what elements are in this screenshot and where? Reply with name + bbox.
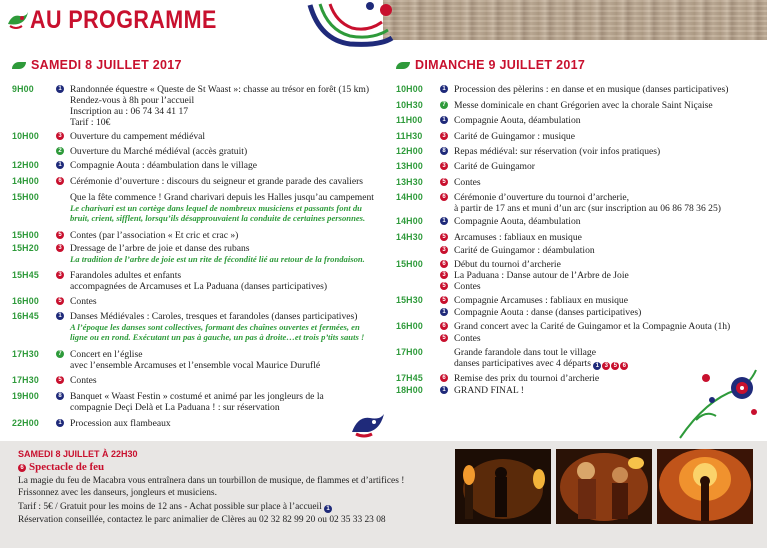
event-time: 12H00 [396, 146, 423, 156]
event-time: 12H00 [12, 160, 39, 170]
event-number-badge: 6 [440, 193, 448, 201]
tarif-number-badge: 1 [324, 505, 332, 513]
event-line: Banquet « Waast Festin » costumé et animé par les jongleurs de la [70, 391, 324, 402]
flower-ornament-icon [676, 360, 766, 440]
event-description [70, 131, 205, 142]
event-number-badge: 1 [440, 116, 448, 124]
fire-photo-1 [455, 449, 551, 524]
event-number-badge: 1 [56, 85, 64, 93]
event-line: Danses Médiévales : Caroles, tresques et farandoles (danses participatives) [70, 311, 358, 322]
event-time: 10H30 [396, 100, 423, 110]
event-number-badge: 5 [56, 297, 64, 305]
event-time: 13H00 [396, 161, 423, 171]
event-line: Contes [70, 296, 97, 307]
event-time: 19H00 [12, 391, 39, 401]
event-time: 15H30 [396, 295, 423, 305]
event-line: La Paduana : Danse autour de l’Arbre de Joie [454, 270, 629, 281]
event-note: La tradition de l’arbre de joie est un rite de fécondité lié au retour de la frondaison. [70, 254, 365, 264]
event-description [454, 192, 721, 214]
event-time: 11H00 [396, 115, 423, 125]
event-time: 9H00 [12, 84, 34, 94]
event-number-badge: 5 [56, 376, 64, 384]
spectacle-title [18, 461, 104, 473]
event-line: Ouverture du campement médiéval [70, 131, 206, 142]
event-number-badge: 7 [56, 350, 64, 358]
event-line: Que la fête commence ! Grand charivari depuis les Halles jusqu’au campement [70, 192, 374, 203]
event-description [70, 243, 365, 264]
event-row [12, 84, 372, 128]
event-number-badge: 1 [440, 308, 448, 316]
event-line: Carité de Guingamor : déambulation [454, 245, 595, 256]
page-title: AU PROGRAMME [30, 6, 217, 34]
event-line: Dressage de l’arbre de joie et danse des rubans [70, 243, 250, 254]
event-description [70, 349, 320, 371]
bird-ornament-icon [6, 10, 30, 32]
event-time: 10H00 [12, 131, 39, 141]
event-row [12, 192, 372, 232]
event-time: 16H00 [12, 296, 39, 306]
spectacle-desc-2: Frissonnez avec les danseurs, jongleurs et musiciens. [18, 488, 217, 498]
event-line: Inscription au : 06 74 34 41 17 [70, 106, 189, 117]
spectacle-desc-1: La magie du feu de Macabra vous entraînera dans un tourbillon de musique, de flammes et d’artifices ! [18, 476, 405, 486]
event-line: Compagnie Aouta : déambulation dans le village [70, 160, 258, 171]
fire-photo-3 [657, 449, 753, 524]
event-description [70, 296, 97, 307]
event-description [70, 176, 363, 187]
event-description [70, 391, 324, 413]
event-line: Grande farandole dans tout le village [454, 347, 596, 358]
event-description [70, 192, 374, 223]
event-note: bruit, crient, sifflent, lorsqu’ils désapprouvaient la conduite de certaines personnes. [70, 213, 366, 223]
wood-banner [383, 0, 767, 40]
event-line: Compagnie Aouta, déambulation [454, 216, 581, 227]
event-number-badge: 3 [440, 132, 448, 140]
leaf-icon [12, 62, 26, 69]
event-time: 14H00 [12, 176, 39, 186]
event-number-badge: 1 [56, 161, 64, 169]
spectacle-title-label: Spectacle de feu [29, 461, 105, 473]
event-time: 15H00 [12, 230, 39, 240]
event-time: 16H45 [12, 311, 39, 321]
event-description [454, 321, 730, 332]
event-number-badge: 5 [440, 282, 448, 290]
event-time: 15H45 [12, 270, 39, 280]
swirl-ornament-icon [300, 0, 395, 48]
event-description [454, 146, 660, 157]
event-description [454, 295, 628, 306]
event-line: Remise des prix du tournoi d’archerie [454, 373, 600, 384]
event-time: 13H30 [396, 177, 423, 187]
event-time: 14H30 [396, 232, 423, 242]
event-line: Cérémonie d’ouverture : discours du seigneur et grande parade des cavaliers [70, 176, 364, 187]
event-number-badge: 3 [440, 162, 448, 170]
event-description [454, 177, 481, 188]
event-description [454, 385, 524, 396]
event-time: 11H30 [396, 131, 423, 141]
event-line: Farandoles adultes et enfants [70, 270, 182, 281]
event-line: Début du tournoi d’archerie [454, 259, 561, 270]
event-line: à partir de 17 ans et muni d’un arc (sur inscription au 06 86 78 36 25) [454, 203, 721, 214]
event-number-badge: 8 [56, 392, 64, 400]
event-line: compagnie Deçi Delà et La Paduana ! : sur réservation [70, 402, 280, 413]
event-description [454, 115, 581, 126]
event-number-badge: 5 [440, 178, 448, 186]
event-description [454, 100, 713, 111]
event-description [70, 84, 369, 128]
event-line: Ouverture du Marché médiéval (accès gratuit) [70, 146, 248, 157]
event-line: Procession aux flambeaux [70, 418, 171, 429]
spectacle-header: SAMEDI 8 JUILLET À 22H30 [18, 449, 138, 459]
event-line: Contes [454, 333, 481, 344]
event-description [454, 161, 535, 172]
event-number-badge: 1 [440, 217, 448, 225]
day-header-saturday [12, 58, 182, 72]
event-description [454, 270, 629, 281]
event-description [454, 84, 728, 95]
event-description [70, 160, 257, 171]
event-description [454, 216, 581, 227]
event-description [70, 311, 364, 342]
event-line: Grand concert avec la Carité de Guingamor et la Compagnie Aouta (1h) [454, 321, 731, 332]
event-line: Contes (par l’association « Et cric et crac ») [70, 230, 239, 241]
event-time: 10H00 [396, 84, 423, 94]
event-description [70, 230, 238, 241]
event-line: Randonnée équestre « Queste de St Waast »: chasse au trésor en forêt (15 km) [70, 84, 370, 95]
event-note: ligne ou en rond. Exécutant un pas à gauche, un pas à droite…et trois p’tits sauts ! [70, 332, 365, 342]
event-line: Contes [454, 177, 481, 188]
event-description [70, 270, 327, 292]
event-number-badge: 3 [56, 132, 64, 140]
event-description [454, 131, 575, 142]
spectacle-tarif-label: Tarif : 5€ / Gratuit pour les moins de 12 ans - Achat possible sur place à l’accueil [18, 502, 322, 512]
spectacle-tarif [18, 502, 332, 512]
event-number-badge: 3 [56, 271, 64, 279]
event-time: 15H00 [12, 192, 39, 202]
event-note: Le charivari est un cortège dans lequel de nombreux musiciens et passants font du [70, 203, 362, 213]
event-line: avec l’ensemble Arcamuses et l’ensemble vocal Maurice Duruflé [70, 360, 321, 371]
event-number-badge: 7 [440, 101, 448, 109]
event-line: Concert en l’église [70, 349, 143, 360]
event-time: 14H00 [396, 192, 423, 202]
depart-number-badge: 5 [611, 362, 619, 370]
day-header-sunday [396, 58, 585, 72]
event-line: Cérémonie d’ouverture du tournoi d’archerie, [454, 192, 630, 203]
event-line: GRAND FINAL ! [454, 385, 524, 396]
event-line: Arcamuses : fabliaux en musique [454, 232, 582, 243]
event-time: 15H20 [12, 243, 39, 253]
event-line: Carité de Guingamor [454, 161, 535, 172]
event-description [70, 418, 171, 429]
event-number-badge: 5 [440, 233, 448, 241]
event-line: Procession des pèlerins : en danse et en musique (danses participatives) [454, 84, 729, 95]
event-time: 15H00 [396, 259, 423, 269]
event-time: 17H30 [12, 375, 39, 385]
event-description [454, 245, 595, 256]
event-time: 22H00 [12, 418, 39, 428]
event-line: Compagnie Arcamuses : fabliaux en musique [454, 295, 628, 306]
depart-number-badge: 3 [602, 362, 610, 370]
event-line: Rendez-vous à 8h pour l’accueil [70, 95, 195, 106]
event-line: accompagnées de Arcamuses et La Paduana (danses participatives) [70, 281, 328, 292]
event-description [70, 146, 247, 157]
event-number-badge: 2 [56, 147, 64, 155]
event-line: Compagnie Aouta, déambulation [454, 115, 581, 126]
event-time: 17H30 [12, 349, 39, 359]
event-number-badge: 5 [440, 334, 448, 342]
event-time: 16H00 [396, 321, 423, 331]
fire-photo-2 [556, 449, 652, 524]
event-description [454, 347, 629, 369]
event-line: Compagnie Aouta : danse (danses participatives) [454, 307, 642, 318]
event-line: Tarif : 10€ [70, 117, 111, 128]
event-description [454, 232, 582, 243]
event-number-badge: 6 [56, 177, 64, 185]
event-number-badge: 3 [440, 246, 448, 254]
event-description [454, 333, 481, 344]
event-line: Carité de Guingamor : musique [454, 131, 575, 142]
event-description [454, 259, 561, 270]
event-description [454, 281, 481, 292]
event-description [454, 373, 599, 384]
event-number-badge: 3 [440, 271, 448, 279]
event-number-badge: 1 [440, 386, 448, 394]
event-number-badge: 5 [56, 231, 64, 239]
event-number-badge: 5 [440, 296, 448, 304]
event-description [70, 375, 97, 386]
event-line: Messe dominicale en chant Grégorien avec la chorale Saint Niçaise [454, 100, 713, 111]
event-time: 17H45 [396, 373, 423, 383]
event-line: danses participatives avec 4 départs 1 3 5 6 [454, 358, 629, 369]
day-header-label: DIMANCHE 9 JUILLET 2017 [415, 58, 586, 72]
event-number-badge: 8 [440, 147, 448, 155]
event-number-badge: 3 [56, 244, 64, 252]
bird-icon [350, 410, 386, 440]
event-time: 14H00 [396, 216, 423, 226]
event-note: A l’époque les danses sont collectives, formant des chaînes ouvertes et fermées, en [70, 322, 360, 332]
event-line: Contes [70, 375, 97, 386]
event-number-badge: 6 [440, 260, 448, 268]
event-row [12, 311, 372, 351]
depart-number-badge: 1 [593, 362, 601, 370]
event-number-badge: 6 [440, 374, 448, 382]
leaf-icon [396, 62, 410, 69]
spectacle-reservation: Réservation conseillée, contactez le parc animalier de Clères au 02 32 82 99 20 ou 02 35 33 23 08 [18, 515, 386, 525]
event-description [454, 307, 641, 318]
day-header-label: SAMEDI 8 JUILLET 2017 [31, 58, 182, 72]
event-line: Contes [454, 281, 481, 292]
event-line: Repas médiéval: sur réservation (voir infos pratiques) [454, 146, 661, 157]
spectacle-number-badge: 6 [18, 464, 26, 472]
event-number-badge: 1 [440, 85, 448, 93]
event-number-badge: 1 [56, 312, 64, 320]
depart-number-badge: 6 [620, 362, 628, 370]
event-number-badge: 6 [440, 322, 448, 330]
event-number-badge: 1 [56, 419, 64, 427]
event-time: 18H00 [396, 385, 423, 395]
event-time: 17H00 [396, 347, 423, 357]
